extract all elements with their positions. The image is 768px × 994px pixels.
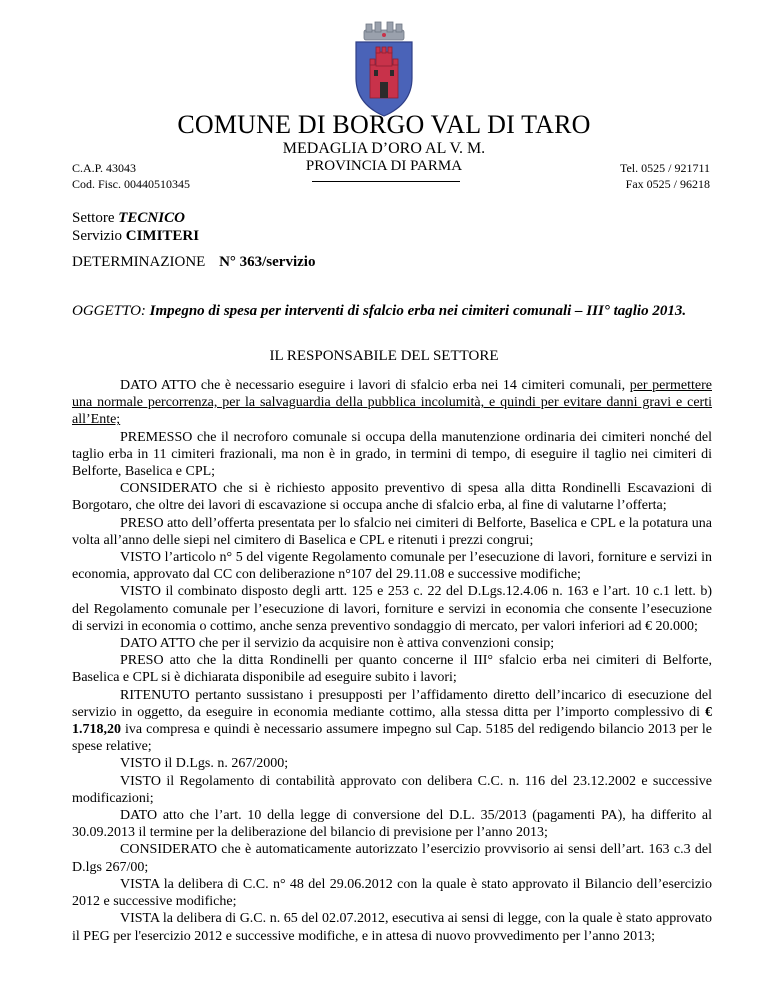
medal-subtitle: MEDAGLIA D’ORO AL V. M. xyxy=(282,140,486,157)
determination-label: DETERMINAZIONE xyxy=(72,254,206,270)
sector-block xyxy=(72,209,199,245)
subject-block xyxy=(72,302,712,320)
postal-info xyxy=(72,160,190,192)
paragraph: VISTA la delibera di C.C. n° 48 del 29.06.2012 con la quale è stato approvato il Bilancio dell’esercizio 2012 e successive modifiche; xyxy=(72,876,712,910)
paragraph: PRESO atto dell’offerta presentata per lo sfalcio nei cimiteri di Belforte, Baselica e CPL e la potatura una volta all’anno delle siepi nel cimitero di Baselica e CPL e ritenuti i prezzi congrui; xyxy=(72,515,712,548)
header-divider xyxy=(312,181,460,182)
paragraph: VISTA la delibera di G.C. n. 65 del 02.07.2012, esecutiva ai sensi di legge, con la quale è stato approvato il PEG per l'esercizio 2012 e successive modifiche, e in attesa di nuovo provvedimento per l’anno 2013; xyxy=(72,911,712,944)
responsible-heading: IL RESPONSABILE DEL SETTORE xyxy=(269,348,499,364)
contact-info xyxy=(620,160,710,192)
paragraph: DATO ATTO che è necessario eseguire i lavori di sfalcio erba nei 14 cimiteri comunali, per permettere una normale percorrenza, per la salvaguardia della pubblica incolumità, e quindi per evitare danni gravi e certi all’Ente; xyxy=(72,378,712,428)
province-name: PROVINCIA DI PARMA xyxy=(305,158,463,174)
fax: Fax 0525 / 96218 xyxy=(625,177,710,191)
fiscal-code: Cod. Fisc. 00440510345 xyxy=(72,177,191,191)
paragraph: VISTO il Regolamento di contabilità approvato con delibera C.C. n. 116 del 23.12.2002 e successive modificazioni; xyxy=(72,773,712,806)
determination-number: N° 363/servizio xyxy=(219,254,316,270)
paragraph: VISTO il combinato disposto degli artt. 125 e 253 c. 22 del D.Lgs.12.4.06 n. 163 e l’art. 10 c.1 lett. b) del Regolamento comunale per l’esecuzione di lavori, forniture e servizi in economia che consente l’esecuzione di servizi in economia o cottimo, anche senza preventivo sondaggio di mercato, per valori inferiori ad € 20.000; xyxy=(72,584,712,634)
subject-text: Impegno di spesa per interventi di sfalcio erba nei cimiteri comunali – III° taglio 2013. xyxy=(149,303,687,319)
document-body xyxy=(72,377,712,945)
paragraph: VISTO l’articolo n° 5 del vigente Regolamento comunale per l’esecuzione di lavori, forniture e servizi in economia, approvato dal CC con deliberazione n°107 del 29.11.08 e successive modifiche; xyxy=(72,550,712,583)
paragraph: DATO ATTO che per il servizio da acquisire non è attiva convenzioni consip; xyxy=(120,636,555,652)
sector-label: Settore xyxy=(72,210,115,226)
telephone: Tel. 0525 / 921711 xyxy=(619,161,710,175)
determination-line xyxy=(72,254,315,271)
paragraph: CONSIDERATO che è automaticamente autorizzato l’esercizio provvisorio ai sensi dell’art. 163 c.3 del D.lgs 267/00; xyxy=(72,842,712,875)
paragraph: VISTO il D.Lgs. n. 267/2000; xyxy=(120,756,289,772)
paragraph: DATO atto che l’art. 10 della legge di conversione del D.L. 35/2013 (pagamenti PA), ha differito al 30.09.2013 il termine per la deliberazione del bilancio di previsione per l’anno 2013; xyxy=(72,808,712,841)
postal-code: C.A.P. 43043 xyxy=(72,161,137,175)
paragraph: PREMESSO che il necroforo comunale si occupa della manutenzione ordinaria dei cimiteri nonché del taglio erba in 11 cimiteri frazionali, ma non è in grado, in termini di tempo, di eseguire il taglio nei cimiteri di Belforte, Baselica e CPL; xyxy=(72,429,712,480)
municipal-coat-of-arms-icon xyxy=(340,16,428,120)
amount: € 1.718,20 xyxy=(72,704,712,738)
paragraph: PRESO atto che la ditta Rondinelli per quanto concerne il III° sfalcio erba nei cimiteri di Belforte, Baselica e CPL si è dichiarata disponibile ad eseguire subito i lavori; xyxy=(72,653,712,686)
subject-label: OGGETTO: xyxy=(72,303,146,319)
sector-value: TECNICO xyxy=(118,210,185,226)
service-label: Servizio xyxy=(72,228,122,244)
municipality-title: COMUNE DI BORGO VAL DI TARO xyxy=(177,110,591,139)
paragraph: CONSIDERATO che si è richiesto apposito preventivo di spesa alla ditta Rondinelli Escavazioni di Borgotaro, che oltre dei lavori di escavazione si occupa anche di sfalcio erba, al fine di valutarne l’offerta; xyxy=(72,481,712,514)
service-value: CIMITERI xyxy=(125,228,200,244)
paragraph: RITENUTO pertanto sussistano i presupposti per l’affidamento diretto dell’incarico di esecuzione del servizio in oggetto, da eseguire in economia mediante cottimo, alla stessa ditta per l’importo complessivo di € 1.718,20 iva compresa e quindi è necessario assumere impegno sul Cap. 5185 del redigendo bilancio 2013 per le spese relative; xyxy=(72,687,712,755)
